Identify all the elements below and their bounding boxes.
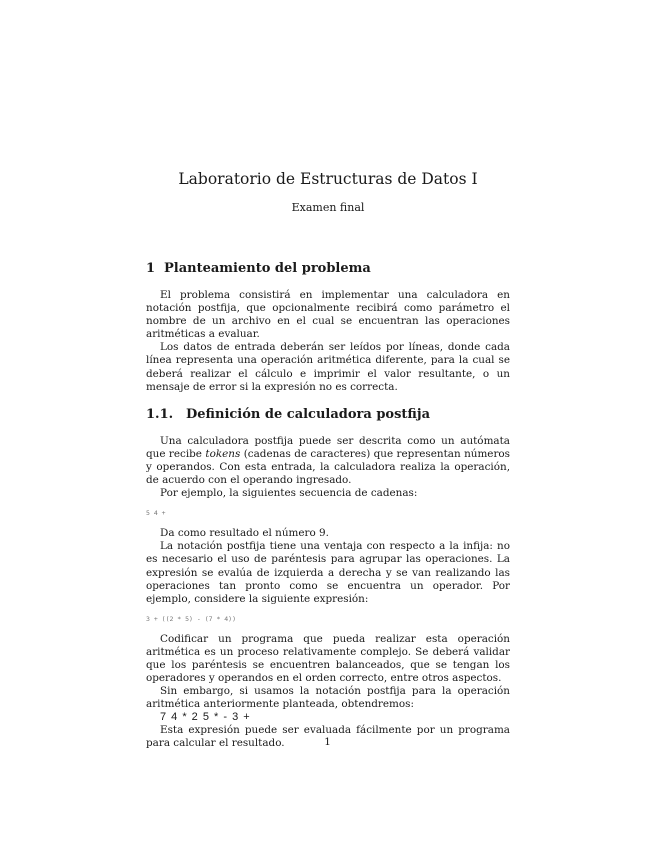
paragraph: Esta expresión puede ser evaluada fácilmente por un programa para calcular el resultado. (146, 724, 510, 750)
paragraph (146, 435, 510, 487)
subsection-heading (146, 407, 510, 423)
subsection-number: 1.1. (146, 406, 174, 422)
paragraph: El problema consistirá en implementar una calculadora en notación postfija, que opcionalmente recibirá como parámetro el nombre de un archivo en el cual se encuentran las operaciones aritméticas a evaluar. (146, 289, 510, 341)
paragraph: Por ejemplo, la siguientes secuencia de cadenas: (160, 487, 418, 500)
section-heading (146, 261, 510, 277)
emphasis-text: tokens (205, 447, 241, 460)
paragraph: Codificar un programa que pueda realizar esta operación aritmética es un proceso relativamente complejo. Se deberá validar que los paréntesis se encuentren balanceados, que se tengan los operadores y operandos en el orden correcto, entre otros aspectos. (146, 632, 510, 685)
subsection-title: Definición de calculadora postfija (186, 406, 431, 422)
section-number: 1 (146, 261, 156, 276)
paragraph-text: Una calculadora postfija puede ser descrita como un autómata que recibe (146, 434, 510, 460)
section-title: Planteamiento del problema (164, 261, 371, 276)
paragraph: La notación postfija tiene una ventaja con respecto a la infija: no es necesario el uso de paréntesis para agrupar las operaciones. La expresión se evalúa de izquierda a derecha y se van realizando las operaciones tan pronto como se encuentra un operador. Por ejemplo, considere la siguiente expresión: (146, 540, 510, 605)
paragraph-text: (cadenas de caracteres) que representan números y operandos. Con esta entrada, la calculadora realiza la operación, de acuerdo con el operando ingresado. (146, 447, 511, 487)
postfix-expression: 7 4 * 2 5 * - 3 + (160, 711, 251, 724)
document-title: Laboratorio de Estructuras de Datos I (178, 170, 478, 188)
title-block (146, 170, 510, 215)
page-number: 1 (324, 736, 331, 748)
document-subtitle: Examen final (291, 201, 365, 214)
paragraph: Los datos de entrada deberán ser leídos por líneas, donde cada línea representa una operación aritmética diferente, para la cual se deberá realizar el cálculo e imprimir el valor resultante, o un mensaje de error si la expresión no es correcta. (146, 341, 510, 393)
code-example: 3 + ((2 * 5) - (7 * 4)) (146, 614, 237, 623)
document-page (146, 170, 510, 751)
paragraph: Da como resultado el número 9. (160, 527, 329, 540)
paragraph: Sin embargo, si usamos la notación postfija para la operación aritmética anteriormente planteada, obtendremos: (146, 685, 510, 711)
code-example: 5 4 + (146, 509, 166, 518)
